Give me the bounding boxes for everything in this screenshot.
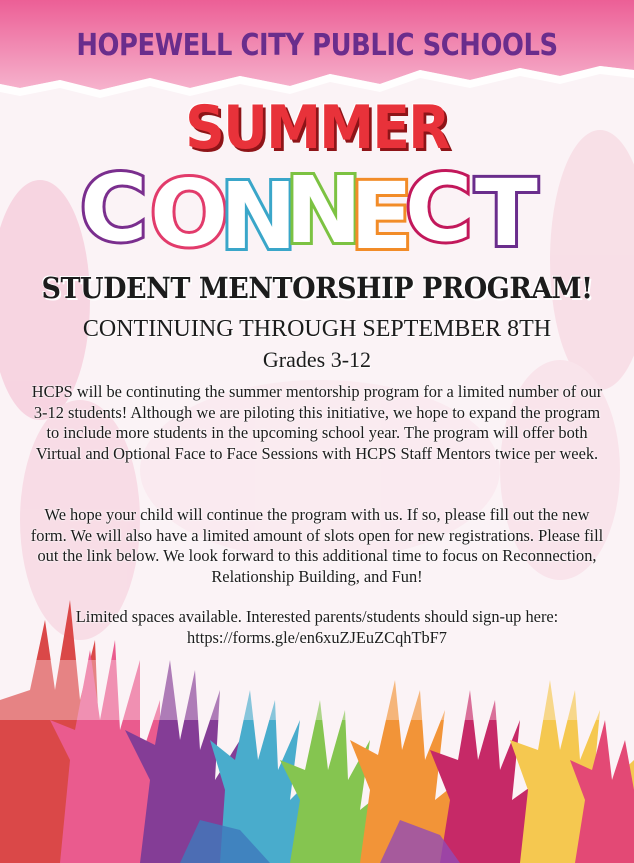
connect-letter-e: E [350,163,413,260]
connect-logo [80,150,550,260]
connect-letter-t: T [475,160,538,260]
signup-section [30,607,604,648]
signup-link[interactable]: https://forms.gle/en6xuZJEuZCqhTbF7 [187,627,447,647]
program-description: HCPS will be continuting the summer mentorship program for a limited number of our 3-12 students! Although we are piloting this initiative, we hope to expand the program to include more students in the upcoming school year. The program will offer both Virtual and Optional Face to Face Sessions with HCPS Staff Mentors twice per week. [31,382,603,463]
signup-instructions: Limited spaces available. Interested parents/students should sign-up here: [75,607,559,626]
school-district-header: HOPEWELL CITY PUBLIC SCHOOLS [76,28,558,63]
connect-letter-n1: N [220,163,297,260]
program-title: STUDENT MENTORSHIP PROGRAM! [41,271,593,305]
connect-letter-c: C [80,155,148,260]
summer-logo-text: SUMMER [185,93,449,163]
program-dates: CONTINUING THROUGH SEPTEMBER 8TH [82,316,552,342]
connect-letter-n2: N [285,157,362,260]
connect-letter-c2: C [405,155,473,260]
program-grades: Grades 3-12 [262,347,372,372]
continuation-notice: We hope your child will continue the program with us. If so, please fill out the new form. We will also have a limited amount of slots open for new registrations. Please fill out the link below. We look forward to this additional time to focus on Reconnection, Relationship Building, and Fun! [30,505,604,586]
connect-letter-o: O [150,160,229,260]
